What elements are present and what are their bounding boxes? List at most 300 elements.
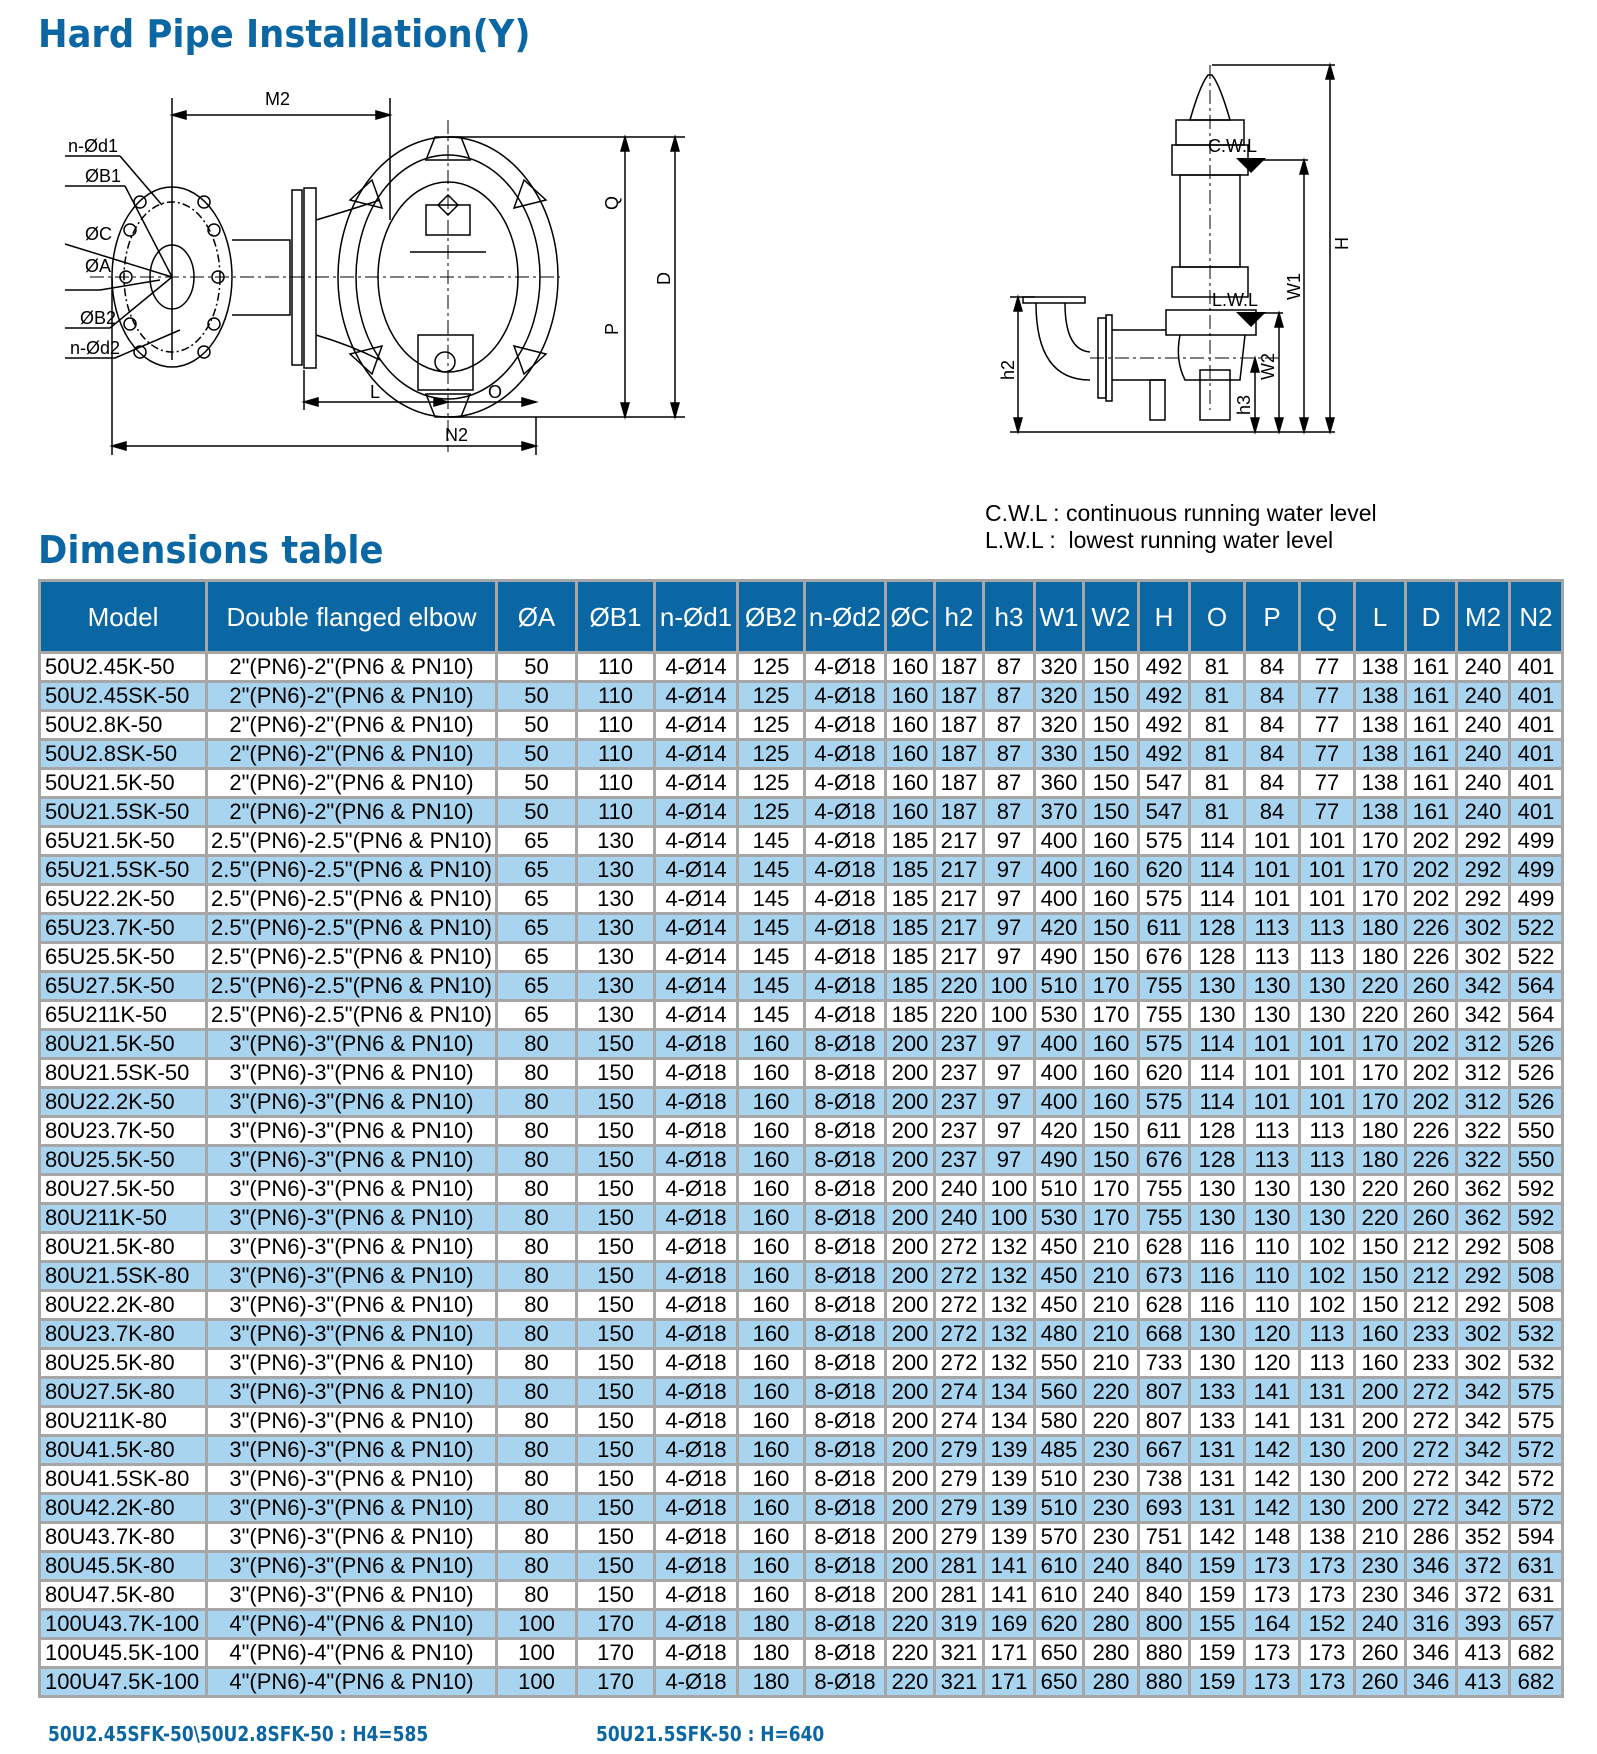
table-cell: 100 — [984, 1001, 1035, 1030]
table-cell: 200 — [886, 1262, 935, 1291]
table-cell: 100 — [497, 1610, 577, 1639]
table-cell: 570 — [1035, 1523, 1084, 1552]
table-cell: 100 — [984, 972, 1035, 1001]
table-cell: 101 — [1300, 827, 1355, 856]
table-cell: 880 — [1139, 1668, 1190, 1697]
table-cell: 101 — [1300, 1088, 1355, 1117]
table-cell: 160 — [1084, 885, 1139, 914]
table-cell: 490 — [1035, 1146, 1084, 1175]
table-cell: 200 — [1355, 1494, 1406, 1523]
table-cell: 150 — [1084, 711, 1139, 740]
table-cell: 575 — [1139, 885, 1190, 914]
table-cell: 50 — [497, 740, 577, 769]
table-cell: 141 — [1245, 1378, 1300, 1407]
table-cell: 50 — [497, 798, 577, 827]
table-cell: 160 — [1084, 1030, 1139, 1059]
table-cell: 187 — [935, 798, 984, 827]
table-cell: 138 — [1355, 682, 1406, 711]
table-cell: 170 — [577, 1639, 655, 1668]
table-cell: 110 — [577, 711, 655, 740]
table-cell: 180 — [1355, 1146, 1406, 1175]
table-cell: 187 — [935, 711, 984, 740]
table-cell: 575 — [1139, 1030, 1190, 1059]
table-cell: 8-Ø18 — [805, 1523, 886, 1552]
table-cell: 755 — [1139, 1204, 1190, 1233]
table-cell: 4-Ø14 — [655, 1001, 738, 1030]
table-cell: 8-Ø18 — [805, 1668, 886, 1697]
table-cell: 160 — [738, 1146, 805, 1175]
table-cell: 8-Ø18 — [805, 1378, 886, 1407]
table-cell: 139 — [984, 1523, 1035, 1552]
table-cell: 8-Ø18 — [805, 1407, 886, 1436]
table-cell: 272 — [935, 1320, 984, 1349]
model-cell: 80U25.5K-50 — [40, 1146, 207, 1175]
table-cell: 3"(PN6)-3"(PN6 & PN10) — [207, 1523, 497, 1552]
table-row — [40, 711, 1563, 740]
table-cell: 173 — [1300, 1581, 1355, 1610]
water-level-legend — [985, 500, 1377, 554]
table-cell: 130 — [1300, 972, 1355, 1001]
table-cell: 130 — [1300, 1436, 1355, 1465]
table-cell: 3"(PN6)-3"(PN6 & PN10) — [207, 1117, 497, 1146]
table-cell: 560 — [1035, 1378, 1084, 1407]
table-cell: 272 — [1406, 1378, 1457, 1407]
table-cell: 125 — [738, 653, 805, 682]
table-cell: 113 — [1300, 1320, 1355, 1349]
table-cell: 97 — [984, 827, 1035, 856]
dim-label-h3: h3 — [1234, 394, 1254, 415]
table-cell: 101 — [1245, 1030, 1300, 1059]
table-cell: 80 — [497, 1552, 577, 1581]
table-cell: 220 — [1084, 1407, 1139, 1436]
table-cell: 87 — [984, 682, 1035, 711]
table-cell: 80 — [497, 1494, 577, 1523]
table-row — [40, 1262, 1563, 1291]
table-cell: 130 — [1300, 1465, 1355, 1494]
table-cell: 150 — [1084, 769, 1139, 798]
table-cell: 80 — [497, 1523, 577, 1552]
table-cell: 200 — [886, 1436, 935, 1465]
table-cell: 4-Ø18 — [655, 1204, 738, 1233]
table-cell: 80 — [497, 1233, 577, 1262]
table-cell: 202 — [1406, 885, 1457, 914]
table-cell: 130 — [1190, 1175, 1245, 1204]
table-cell: 138 — [1355, 769, 1406, 798]
dim-label-h: H — [1332, 237, 1352, 250]
table-cell: 180 — [738, 1610, 805, 1639]
table-cell: 2"(PN6)-2"(PN6 & PN10) — [207, 711, 497, 740]
table-cell: 160 — [738, 1233, 805, 1262]
table-cell: 260 — [1355, 1639, 1406, 1668]
table-cell: 322 — [1457, 1117, 1510, 1146]
table-cell: 185 — [886, 943, 935, 972]
table-cell: 272 — [1406, 1494, 1457, 1523]
table-cell: 401 — [1510, 740, 1563, 769]
side-view-drawing — [990, 60, 1510, 480]
table-cell: 116 — [1190, 1262, 1245, 1291]
table-cell: 97 — [984, 1059, 1035, 1088]
model-cell: 65U27.5K-50 — [40, 972, 207, 1001]
table-cell: 280 — [1084, 1639, 1139, 1668]
table-cell: 360 — [1035, 769, 1084, 798]
table-cell: 880 — [1139, 1639, 1190, 1668]
table-cell: 141 — [984, 1552, 1035, 1581]
table-cell: 102 — [1300, 1233, 1355, 1262]
table-cell: 150 — [1084, 653, 1139, 682]
table-cell: 170 — [1355, 885, 1406, 914]
table-cell: 342 — [1457, 1407, 1510, 1436]
table-cell: 160 — [886, 682, 935, 711]
table-cell: 130 — [1190, 1320, 1245, 1349]
table-cell: 173 — [1245, 1581, 1300, 1610]
table-cell: 4-Ø18 — [805, 682, 886, 711]
table-cell: 101 — [1300, 885, 1355, 914]
table-cell: 4-Ø18 — [655, 1610, 738, 1639]
model-cell: 65U21.5K-50 — [40, 827, 207, 856]
table-row — [40, 1610, 1563, 1639]
table-cell: 352 — [1457, 1523, 1510, 1552]
table-cell: 171 — [984, 1668, 1035, 1697]
table-cell: 160 — [738, 1059, 805, 1088]
table-cell: 180 — [1355, 914, 1406, 943]
table-cell: 800 — [1139, 1610, 1190, 1639]
table-cell: 134 — [984, 1378, 1035, 1407]
table-cell: 312 — [1457, 1059, 1510, 1088]
table-cell: 240 — [935, 1175, 984, 1204]
table-row — [40, 1465, 1563, 1494]
table-cell: 676 — [1139, 1146, 1190, 1175]
table-cell: 100 — [497, 1639, 577, 1668]
table-cell: 173 — [1245, 1668, 1300, 1697]
table-cell: 80 — [497, 1088, 577, 1117]
table-row — [40, 1378, 1563, 1407]
model-cell: 80U41.5K-80 — [40, 1436, 207, 1465]
table-cell: 320 — [1035, 711, 1084, 740]
table-cell: 450 — [1035, 1291, 1084, 1320]
table-row — [40, 1175, 1563, 1204]
table-cell: 160 — [738, 1175, 805, 1204]
table-cell: 260 — [1406, 1001, 1457, 1030]
table-cell: 272 — [935, 1291, 984, 1320]
table-cell: 342 — [1457, 1436, 1510, 1465]
table-cell: 450 — [1035, 1233, 1084, 1262]
table-cell: 292 — [1457, 885, 1510, 914]
model-cell: 50U2.45K-50 — [40, 653, 207, 682]
table-cell: 132 — [984, 1320, 1035, 1349]
table-cell: 755 — [1139, 1175, 1190, 1204]
table-cell: 3"(PN6)-3"(PN6 & PN10) — [207, 1262, 497, 1291]
dim-label-b2: ØB2 — [80, 308, 117, 328]
table-cell: 150 — [1084, 682, 1139, 711]
table-cell: 508 — [1510, 1233, 1563, 1262]
model-cell: 65U211K-50 — [40, 1001, 207, 1030]
model-cell: 80U211K-80 — [40, 1407, 207, 1436]
table-cell: 4-Ø18 — [655, 1378, 738, 1407]
table-cell: 150 — [1084, 1117, 1139, 1146]
table-cell: 320 — [1035, 682, 1084, 711]
table-cell: 4"(PN6)-4"(PN6 & PN10) — [207, 1639, 497, 1668]
table-cell: 320 — [1035, 653, 1084, 682]
table-cell: 751 — [1139, 1523, 1190, 1552]
table-cell: 4-Ø18 — [655, 1030, 738, 1059]
table-cell: 200 — [886, 1030, 935, 1059]
table-row — [40, 769, 1563, 798]
table-cell: 202 — [1406, 1088, 1457, 1117]
table-cell: 110 — [577, 653, 655, 682]
table-row — [40, 740, 1563, 769]
dim-label-l: L — [370, 382, 381, 402]
table-cell: 8-Ø18 — [805, 1610, 886, 1639]
table-cell: 170 — [1084, 972, 1139, 1001]
model-cell: 65U22.2K-50 — [40, 885, 207, 914]
table-cell: 114 — [1190, 1088, 1245, 1117]
table-cell: 220 — [1355, 1001, 1406, 1030]
table-cell: 130 — [577, 1001, 655, 1030]
table-cell: 171 — [984, 1639, 1035, 1668]
table-cell: 522 — [1510, 914, 1563, 943]
table-cell: 200 — [886, 1059, 935, 1088]
column-header: W2 — [1084, 581, 1139, 653]
table-cell: 240 — [1457, 711, 1510, 740]
table-cell: 4-Ø14 — [655, 827, 738, 856]
table-cell: 131 — [1190, 1465, 1245, 1494]
table-cell: 50 — [497, 711, 577, 740]
table-cell: 547 — [1139, 798, 1190, 827]
table-cell: 400 — [1035, 885, 1084, 914]
table-cell: 160 — [1355, 1320, 1406, 1349]
table-cell: 141 — [1245, 1407, 1300, 1436]
model-cell: 80U27.5K-80 — [40, 1378, 207, 1407]
model-cell: 80U21.5K-80 — [40, 1233, 207, 1262]
model-cell: 50U2.8SK-50 — [40, 740, 207, 769]
table-cell: 286 — [1406, 1523, 1457, 1552]
table-cell: 8-Ø18 — [805, 1117, 886, 1146]
table-cell: 185 — [886, 972, 935, 1001]
table-cell: 2"(PN6)-2"(PN6 & PN10) — [207, 798, 497, 827]
table-cell: 8-Ø18 — [805, 1146, 886, 1175]
table-cell: 173 — [1245, 1639, 1300, 1668]
table-cell: 3"(PN6)-3"(PN6 & PN10) — [207, 1465, 497, 1494]
table-cell: 230 — [1084, 1494, 1139, 1523]
table-cell: 77 — [1300, 769, 1355, 798]
table-cell: 150 — [577, 1088, 655, 1117]
table-cell: 200 — [886, 1378, 935, 1407]
table-cell: 3"(PN6)-3"(PN6 & PN10) — [207, 1378, 497, 1407]
table-cell: 170 — [1084, 1204, 1139, 1233]
table-cell: 80 — [497, 1204, 577, 1233]
table-cell: 130 — [1300, 1204, 1355, 1233]
footnote-h: 50U21.5SFK-50 : H=640 — [596, 1722, 825, 1746]
table-cell: 200 — [886, 1494, 935, 1523]
table-cell: 2"(PN6)-2"(PN6 & PN10) — [207, 653, 497, 682]
table-cell: 3"(PN6)-3"(PN6 & PN10) — [207, 1291, 497, 1320]
table-cell: 400 — [1035, 827, 1084, 856]
table-cell: 97 — [984, 856, 1035, 885]
table-cell: 4-Ø14 — [655, 943, 738, 972]
table-cell: 80 — [497, 1146, 577, 1175]
table-cell: 400 — [1035, 1030, 1084, 1059]
table-cell: 87 — [984, 798, 1035, 827]
dim-label-p: P — [602, 322, 622, 335]
table-cell: 160 — [738, 1494, 805, 1523]
table-cell: 280 — [1084, 1610, 1139, 1639]
column-header: W1 — [1035, 581, 1084, 653]
table-cell: 210 — [1084, 1291, 1139, 1320]
table-cell: 87 — [984, 711, 1035, 740]
table-cell: 173 — [1245, 1552, 1300, 1581]
table-cell: 80 — [497, 1175, 577, 1204]
table-cell: 526 — [1510, 1088, 1563, 1117]
table-cell: 113 — [1300, 1349, 1355, 1378]
table-cell: 142 — [1190, 1523, 1245, 1552]
table-cell: 130 — [1245, 972, 1300, 1001]
table-cell: 202 — [1406, 827, 1457, 856]
table-cell: 200 — [886, 1175, 935, 1204]
table-cell: 217 — [935, 943, 984, 972]
table-row — [40, 1436, 1563, 1465]
table-cell: 217 — [935, 827, 984, 856]
table-cell: 240 — [1457, 740, 1510, 769]
table-body — [40, 653, 1563, 1697]
table-cell: 101 — [1245, 1088, 1300, 1117]
table-cell: 226 — [1406, 943, 1457, 972]
table-cell: 130 — [577, 856, 655, 885]
table-cell: 372 — [1457, 1581, 1510, 1610]
table-cell: 413 — [1457, 1668, 1510, 1697]
table-cell: 230 — [1355, 1581, 1406, 1610]
table-cell: 330 — [1035, 740, 1084, 769]
table-cell: 668 — [1139, 1320, 1190, 1349]
table-cell: 160 — [1084, 1059, 1139, 1088]
table-cell: 160 — [738, 1204, 805, 1233]
table-cell: 84 — [1245, 740, 1300, 769]
table-cell: 564 — [1510, 1001, 1563, 1030]
table-cell: 84 — [1245, 798, 1300, 827]
table-cell: 212 — [1406, 1291, 1457, 1320]
table-cell: 145 — [738, 827, 805, 856]
table-cell: 499 — [1510, 885, 1563, 914]
table-cell: 131 — [1190, 1436, 1245, 1465]
table-cell: 226 — [1406, 1146, 1457, 1175]
table-cell: 8-Ø18 — [805, 1233, 886, 1262]
table-cell: 160 — [738, 1465, 805, 1494]
column-header: h3 — [984, 581, 1035, 653]
table-cell: 200 — [886, 1146, 935, 1175]
table-cell: 160 — [1084, 856, 1139, 885]
table-cell: 272 — [1406, 1436, 1457, 1465]
table-cell: 160 — [738, 1378, 805, 1407]
table-cell: 100 — [984, 1175, 1035, 1204]
table-cell: 160 — [738, 1088, 805, 1117]
table-cell: 492 — [1139, 653, 1190, 682]
table-cell: 84 — [1245, 769, 1300, 798]
table-cell: 114 — [1190, 1030, 1245, 1059]
table-cell: 2.5"(PN6)-2.5"(PN6 & PN10) — [207, 856, 497, 885]
table-cell: 97 — [984, 885, 1035, 914]
table-cell: 240 — [1084, 1552, 1139, 1581]
model-cell: 80U41.5SK-80 — [40, 1465, 207, 1494]
table-cell: 150 — [577, 1494, 655, 1523]
table-cell: 240 — [1457, 653, 1510, 682]
table-cell: 150 — [577, 1204, 655, 1233]
table-cell: 145 — [738, 856, 805, 885]
table-cell: 226 — [1406, 1117, 1457, 1146]
table-cell: 807 — [1139, 1378, 1190, 1407]
table-cell: 185 — [886, 827, 935, 856]
level-label-lwl: L.W.L — [1212, 290, 1259, 310]
table-cell: 2.5"(PN6)-2.5"(PN6 & PN10) — [207, 972, 497, 1001]
table-cell: 272 — [1406, 1465, 1457, 1494]
table-cell: 260 — [1406, 1204, 1457, 1233]
model-cell: 80U47.5K-80 — [40, 1581, 207, 1610]
table-cell: 508 — [1510, 1291, 1563, 1320]
table-cell: 160 — [738, 1407, 805, 1436]
table-cell: 611 — [1139, 914, 1190, 943]
table-cell: 4-Ø18 — [655, 1581, 738, 1610]
table-cell: 116 — [1190, 1233, 1245, 1262]
table-cell: 77 — [1300, 711, 1355, 740]
table-cell: 240 — [1457, 769, 1510, 798]
table-cell: 312 — [1457, 1088, 1510, 1117]
table-cell: 292 — [1457, 1291, 1510, 1320]
table-cell: 682 — [1510, 1639, 1563, 1668]
table-cell: 733 — [1139, 1349, 1190, 1378]
table-cell: 81 — [1190, 740, 1245, 769]
table-cell: 141 — [984, 1581, 1035, 1610]
table-cell: 532 — [1510, 1320, 1563, 1349]
table-cell: 81 — [1190, 711, 1245, 740]
table-cell: 160 — [738, 1030, 805, 1059]
table-cell: 152 — [1300, 1610, 1355, 1639]
table-cell: 4-Ø14 — [655, 972, 738, 1001]
table-row — [40, 1059, 1563, 1088]
table-cell: 547 — [1139, 769, 1190, 798]
table-cell: 160 — [738, 1523, 805, 1552]
table-cell: 4-Ø18 — [655, 1320, 738, 1349]
table-cell: 161 — [1406, 682, 1457, 711]
table-cell: 510 — [1035, 1465, 1084, 1494]
table-cell: 87 — [984, 769, 1035, 798]
table-cell: 65 — [497, 885, 577, 914]
column-header: N2 — [1510, 581, 1563, 653]
table-cell: 510 — [1035, 1494, 1084, 1523]
table-cell: 550 — [1035, 1349, 1084, 1378]
table-cell: 77 — [1300, 798, 1355, 827]
table-cell: 150 — [577, 1059, 655, 1088]
table-cell: 3"(PN6)-3"(PN6 & PN10) — [207, 1030, 497, 1059]
table-cell: 200 — [886, 1523, 935, 1552]
table-cell: 125 — [738, 682, 805, 711]
table-cell: 131 — [1190, 1494, 1245, 1523]
table-cell: 550 — [1510, 1117, 1563, 1146]
table-row — [40, 972, 1563, 1001]
table-cell: 160 — [738, 1581, 805, 1610]
table-cell: 150 — [577, 1175, 655, 1204]
model-cell: 80U211K-50 — [40, 1204, 207, 1233]
table-cell: 128 — [1190, 1146, 1245, 1175]
table-cell: 200 — [886, 1117, 935, 1146]
model-cell: 80U21.5K-50 — [40, 1030, 207, 1059]
table-cell: 132 — [984, 1349, 1035, 1378]
table-cell: 3"(PN6)-3"(PN6 & PN10) — [207, 1552, 497, 1581]
table-cell: 220 — [1355, 972, 1406, 1001]
table-cell: 84 — [1245, 653, 1300, 682]
model-cell: 100U43.7K-100 — [40, 1610, 207, 1639]
model-cell: 65U23.7K-50 — [40, 914, 207, 943]
table-cell: 185 — [886, 914, 935, 943]
table-cell: 575 — [1510, 1378, 1563, 1407]
table-cell: 667 — [1139, 1436, 1190, 1465]
